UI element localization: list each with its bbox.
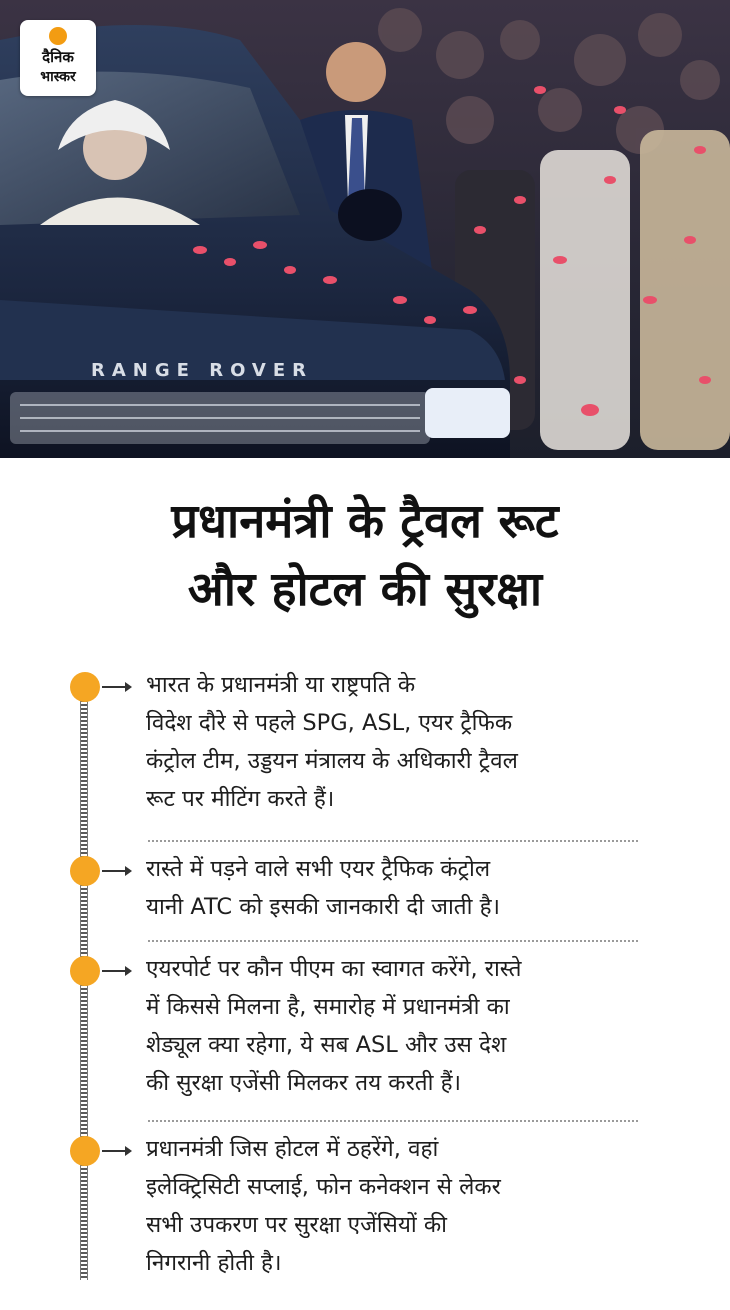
point-line: एयरपोर्ट पर कौन पीएम का स्वागत करेंगे, रास्ते <box>146 956 522 982</box>
point-line: रास्ते में पड़ने वाले सभी एयर ट्रैफिक कंट्रोल <box>146 856 491 882</box>
divider <box>148 940 638 942</box>
timeline <box>0 660 730 1300</box>
point-line: शेड्यूल क्या रहेगा, ये सब ASL और उस देश <box>146 1032 507 1058</box>
point-text <box>146 1130 642 1282</box>
headline-line-1: प्रधानमंत्री के ट्रैवल रूट <box>171 494 559 549</box>
headline <box>0 488 730 624</box>
hero-photo <box>0 0 730 458</box>
point-line: यानी ATC को इसकी जानकारी दी जाती है। <box>146 894 501 920</box>
point-line: की सुरक्षा एजेंसी मिलकर तय करती हैं। <box>146 1070 462 1096</box>
point-line: भारत के प्रधानमंत्री या राष्ट्रपति के <box>146 672 416 698</box>
headline-line-2: और होटल की सुरक्षा <box>187 562 543 617</box>
sun-icon <box>49 27 67 45</box>
vehicle-badge-text: RANGE ROVER <box>91 360 313 381</box>
point-line: प्रधानमंत्री जिस होटल में ठहरेंगे, वहां <box>146 1136 439 1162</box>
arrow-right-icon <box>102 970 130 972</box>
logo-line-1: दैनिक <box>42 48 74 66</box>
bullet-dot-icon <box>70 1136 100 1166</box>
point-line: विदेश दौरे से पहले SPG, ASL, एयर ट्रैफिक <box>146 710 513 736</box>
point-line: इलेक्ट्रिसिटी सप्लाई, फोन कनेक्शन से लेकर <box>146 1174 501 1200</box>
point-text <box>146 850 642 926</box>
point-line: सभी उपकरण पर सुरक्षा एजेंसियों की <box>146 1212 447 1238</box>
divider <box>148 1120 638 1122</box>
point-line: में किससे मिलना है, समारोह में प्रधानमंत्री का <box>146 994 510 1020</box>
bullet-dot-icon <box>70 672 100 702</box>
point-line: कंट्रोल टीम, उड्डयन मंत्रालय के अधिकारी ट्रैवल <box>146 748 518 774</box>
dainik-bhaskar-logo <box>20 20 96 96</box>
point-line: रूट पर मीटिंग करते हैं। <box>146 786 335 812</box>
arrow-right-icon <box>102 870 130 872</box>
point-text <box>146 950 642 1102</box>
point-text <box>146 666 642 818</box>
bullet-dot-icon <box>70 956 100 986</box>
bullet-dot-icon <box>70 856 100 886</box>
arrow-right-icon <box>102 1150 130 1152</box>
crowd-and-car-illustration <box>0 0 730 458</box>
arrow-right-icon <box>102 686 130 688</box>
logo-line-2: भास्कर <box>40 69 76 85</box>
divider <box>148 840 638 842</box>
point-line: निगरानी होती है। <box>146 1250 282 1276</box>
